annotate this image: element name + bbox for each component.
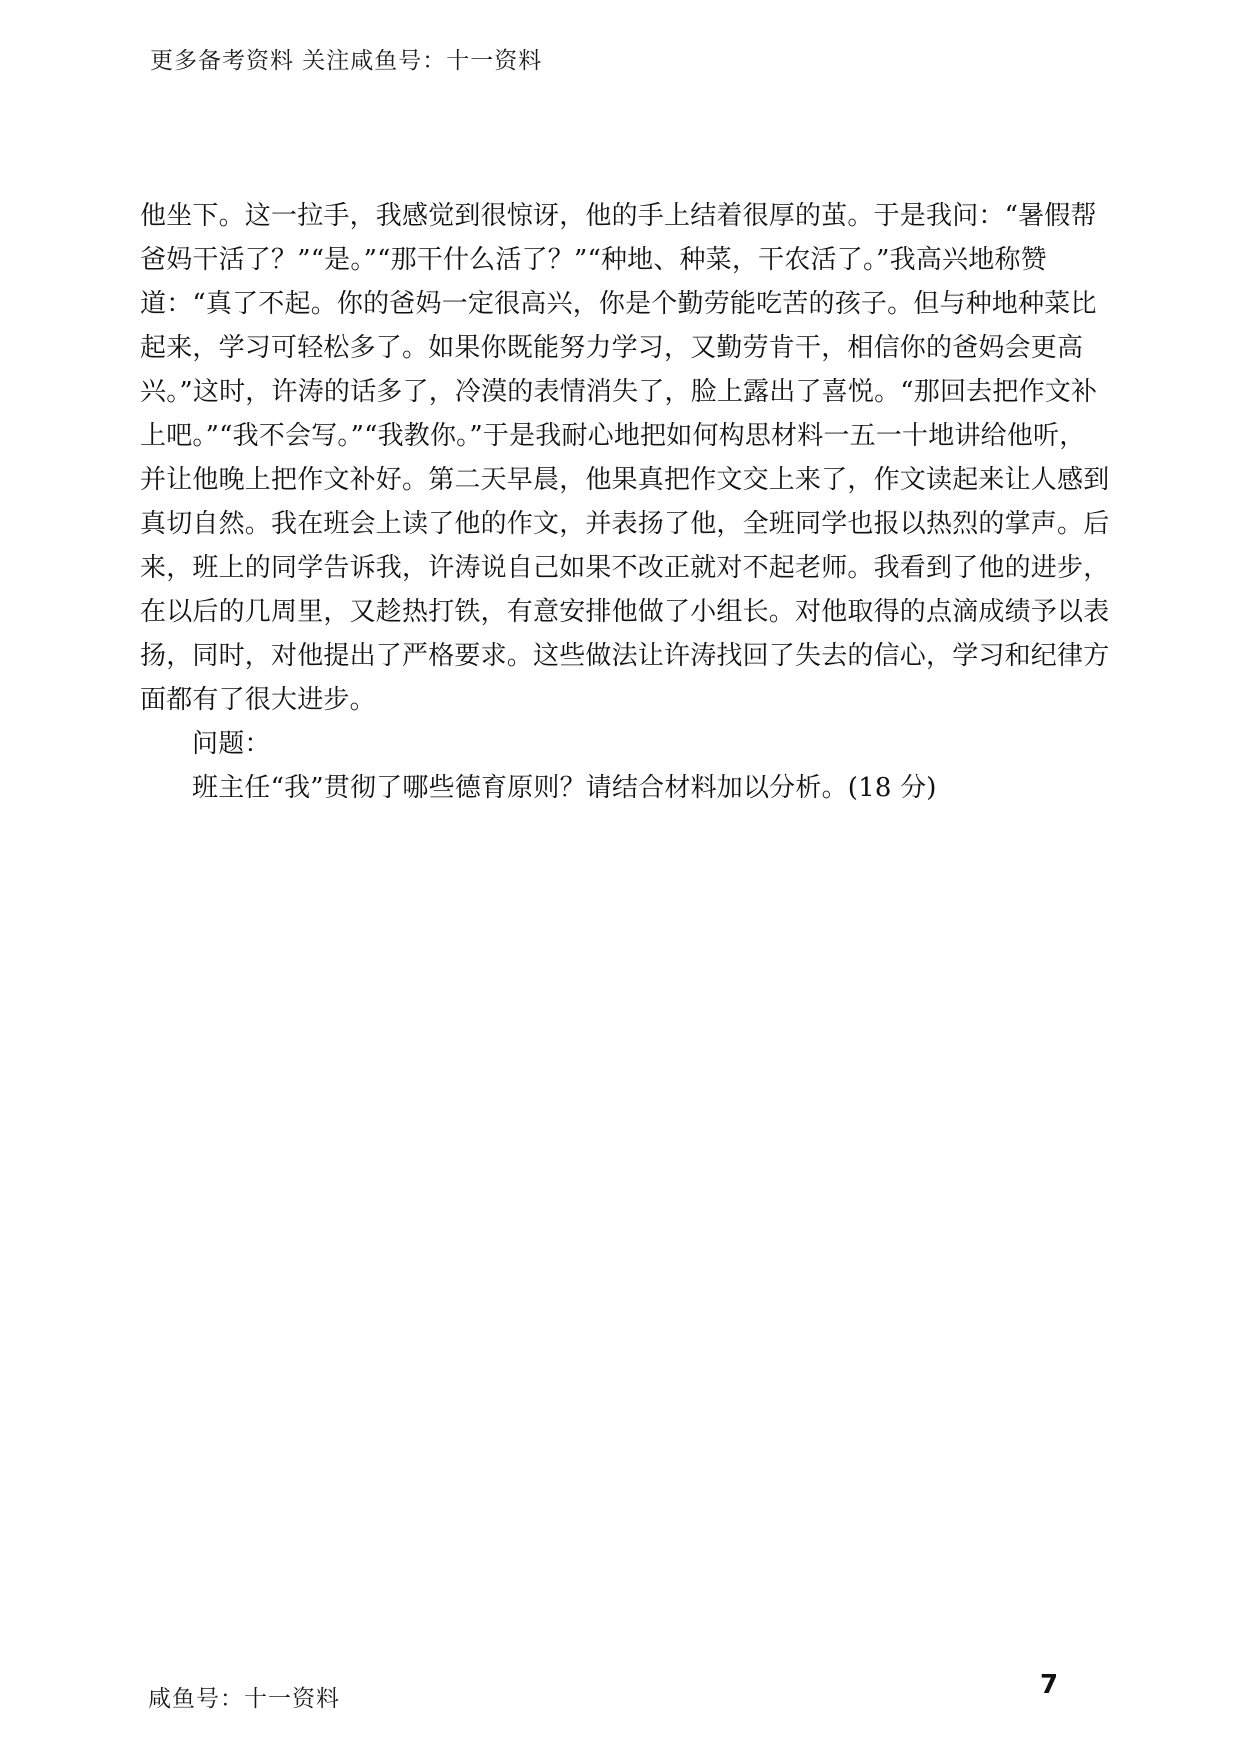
question-label: 问题： [192,729,271,759]
question-text: 班主任“我”贯彻了哪些德育原则？请结合材料加以分析。(18 分) [192,773,937,803]
passage-line: 面都有了很大进步。 [140,685,376,715]
passage-line: 在以后的几周里，又趁热打铁，有意安排他做了小组长。对他取得的点滴成绩予以表 [140,597,1110,627]
passage-line: 并让他晚上把作文补好。第二天早晨，他果真把作文交上来了，作文读起来让人感到 [140,465,1110,495]
passage-line: 来，班上的同学告诉我，许涛说自己如果不改正就对不起老师。我看到了他的进步， [140,553,1110,583]
passage-line: 他坐下。这一拉手，我感觉到很惊讶，他的手上结着很厚的茧。于是我问：“暑假帮 [140,201,1097,231]
passage-line: 道：“真了不起。你的爸妈一定很高兴，你是个勤劳能吃苦的孩子。但与种地种菜比 [140,289,1097,319]
passage-line: 扬，同时，对他提出了严格要求。这些做法让许涛找回了失去的信心，学习和纪律方 [140,641,1110,671]
header-promo-note: 更多备考资料 关注咸鱼号：十一资料 [150,48,543,74]
passage-body [140,194,1110,810]
passage-line: 兴。”这时，许涛的话多了，冷漠的表情消失了，脸上露出了喜悦。“那回去把作文补 [140,377,1098,407]
passage-line: 上吧。”“我不会写。”“我教你。”于是我耐心地把如何构思材料一五一十地讲给他听， [140,421,1086,451]
passage-line: 爸妈干活了？”“是。”“那干什么活了？”“种地、种菜，干农活了。”我高兴地称赞 [140,245,1047,275]
footer-note: 咸鱼号：十一资料 [148,1686,340,1712]
passage-line: 真切自然。我在班会上读了他的作文，并表扬了他，全班同学也报以热烈的掌声。后 [140,509,1110,539]
page-number: 7 [1040,1670,1059,1700]
passage-line: 起来，学习可轻松多了。如果你既能努力学习，又勤劳肯干，相信你的爸妈会更高 [140,333,1084,363]
